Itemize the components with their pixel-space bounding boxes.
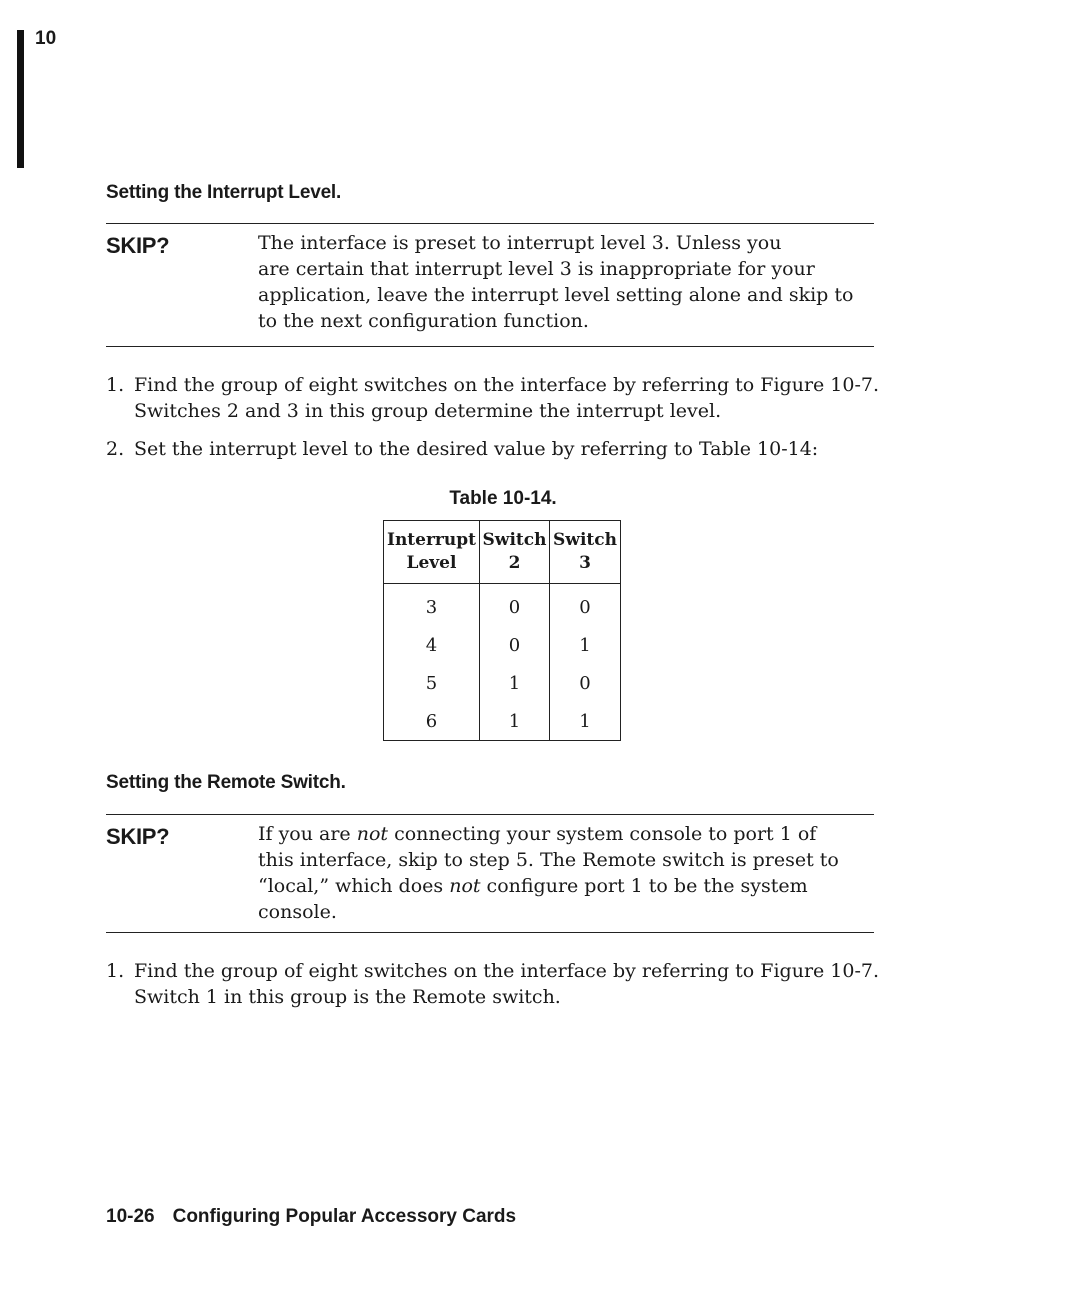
table-cell: 6 bbox=[384, 702, 480, 741]
footer-page-number: 10-26 bbox=[106, 1206, 155, 1227]
emphasis-text: not bbox=[356, 823, 389, 845]
step-number: 2. bbox=[106, 438, 125, 460]
skip-note-line: are certain that interrupt level 3 is inappropriate for your bbox=[258, 258, 815, 280]
chapter-tab-bar bbox=[17, 30, 24, 168]
text-run: configure port 1 to be the system bbox=[480, 875, 808, 897]
page-footer bbox=[106, 1206, 516, 1228]
table-cell: 1 bbox=[480, 664, 550, 702]
table-cell: 0 bbox=[480, 584, 550, 627]
table-cell: 4 bbox=[384, 626, 480, 664]
text-run: console. bbox=[258, 901, 337, 923]
table-cell: 0 bbox=[550, 584, 621, 627]
table-cell: 0 bbox=[480, 626, 550, 664]
table-caption: Table 10-14. bbox=[449, 488, 557, 509]
table-cell: 1 bbox=[480, 702, 550, 741]
skip-label: SKIP? bbox=[106, 233, 170, 258]
skip-note-line bbox=[258, 821, 858, 847]
divider-rule bbox=[106, 223, 874, 224]
divider-rule bbox=[106, 932, 874, 933]
column-header bbox=[550, 521, 621, 584]
skip-note-line: application, leave the interrupt level setting alone and skip to bbox=[258, 284, 854, 306]
column-header-line: 2 bbox=[508, 553, 521, 573]
step-line: Find the group of eight switches on the interface by referring to Figure 10-7. bbox=[134, 960, 880, 982]
step-number: 1. bbox=[106, 374, 125, 396]
table-row bbox=[384, 626, 621, 664]
column-header-line: Level bbox=[406, 553, 457, 573]
text-run: connecting your system console to port 1 of bbox=[388, 823, 817, 845]
column-header bbox=[384, 521, 480, 584]
table-cell: 5 bbox=[384, 664, 480, 702]
column-header-line: Interrupt bbox=[387, 530, 476, 550]
table-cell: 3 bbox=[384, 584, 480, 627]
text-run: this interface, skip to step 5. The Remote switch is preset to bbox=[258, 849, 839, 871]
step-item bbox=[106, 958, 886, 1010]
column-header-line: Switch bbox=[482, 530, 547, 550]
skip-note-line bbox=[258, 899, 858, 925]
step-line: Switch 1 in this group is the Remote switch. bbox=[134, 986, 561, 1008]
section-heading-interrupt-level: Setting the Interrupt Level. bbox=[106, 182, 342, 203]
skip-note-line bbox=[258, 847, 858, 873]
skip-note-line: The interface is preset to interrupt level 3. Unless you bbox=[258, 232, 782, 254]
skip-note-line bbox=[258, 873, 858, 899]
skip-note-interrupt bbox=[258, 230, 858, 334]
text-run: If you are bbox=[258, 823, 357, 845]
divider-rule bbox=[106, 346, 874, 347]
emphasis-text: not bbox=[449, 875, 481, 897]
skip-note-line: to the next configuration function. bbox=[258, 310, 589, 332]
step-number: 1. bbox=[106, 960, 125, 982]
table-row bbox=[384, 664, 621, 702]
step-line: Switches 2 and 3 in this group determine the interrupt level. bbox=[134, 400, 722, 422]
step-line: Find the group of eight switches on the interface by referring to Figure 10-7. bbox=[134, 374, 880, 396]
table-cell: 1 bbox=[550, 702, 621, 741]
table-cell: 1 bbox=[550, 626, 621, 664]
skip-note-remote bbox=[258, 821, 858, 925]
table-cell: 0 bbox=[550, 664, 621, 702]
step-item bbox=[106, 436, 886, 462]
step-line: Set the interrupt level to the desired value by referring to Table 10-14: bbox=[134, 438, 819, 460]
divider-rule bbox=[106, 814, 874, 815]
column-header-line: Switch bbox=[553, 530, 617, 550]
step-item bbox=[106, 372, 886, 424]
table-row bbox=[384, 584, 621, 627]
text-run: “local,” which does bbox=[258, 875, 450, 897]
footer-title: Configuring Popular Accessory Cards bbox=[172, 1206, 517, 1227]
table-row bbox=[384, 702, 621, 741]
column-header bbox=[480, 521, 550, 584]
table-header-row bbox=[384, 521, 621, 584]
section-heading-remote-switch: Setting the Remote Switch. bbox=[106, 772, 346, 793]
chapter-number: 10 bbox=[35, 28, 57, 49]
column-header-line: 3 bbox=[579, 553, 591, 573]
skip-label: SKIP? bbox=[106, 824, 170, 849]
interrupt-level-table bbox=[383, 520, 621, 741]
